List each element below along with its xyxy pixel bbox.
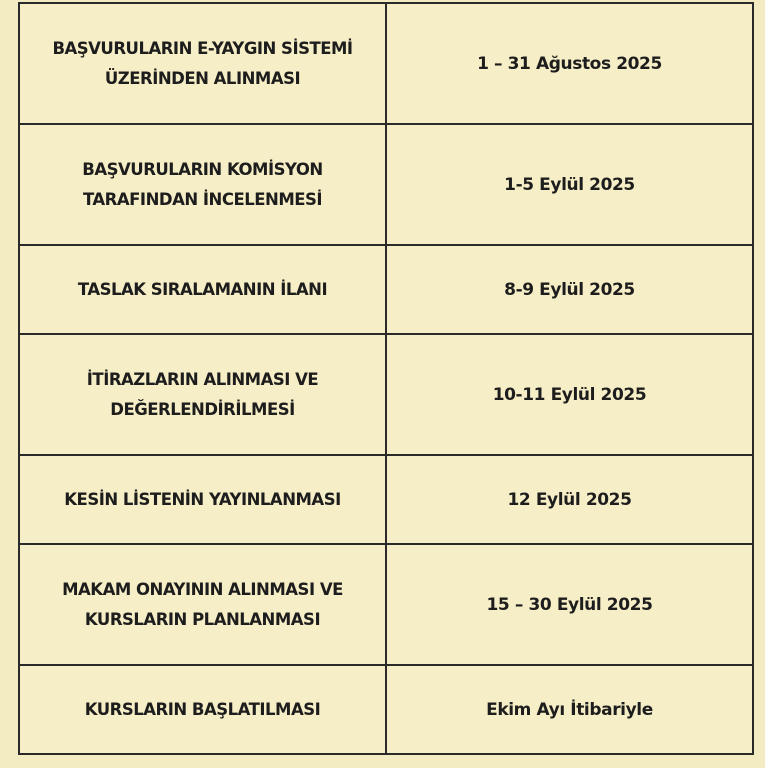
step-label: TASLAK SIRALAMANIN İLANI	[77, 279, 328, 299]
date-label: 1-5 Eylül 2025	[504, 174, 635, 195]
date-cell	[386, 665, 753, 754]
step-cell	[19, 665, 386, 754]
date-label: 12 Eylül 2025	[507, 489, 632, 510]
table-row	[19, 3, 753, 124]
step-cell	[19, 245, 386, 334]
date-label: 1 – 31 Ağustos 2025	[477, 53, 662, 74]
date-cell	[386, 544, 753, 665]
step-cell	[19, 3, 386, 124]
step-cell	[19, 124, 386, 245]
date-label: 10-11 Eylül 2025	[492, 384, 647, 405]
table-row	[19, 245, 753, 334]
step-label: KESİN LİSTENİN YAYINLANMASI	[64, 489, 341, 509]
date-label: Ekim Ayı İtibariyle	[486, 699, 653, 720]
step-label: BAŞVURULARIN KOMİSYON TARAFINDAN İNCELENMESİ	[82, 159, 323, 209]
step-cell	[19, 544, 386, 665]
date-cell	[386, 334, 753, 455]
schedule-table	[18, 2, 754, 755]
step-label: MAKAM ONAYININ ALINMASI VE KURSLARIN PLANLANMASI	[62, 579, 343, 629]
step-label: BAŞVURULARIN E-YAYGIN SİSTEMİ ÜZERİNDEN ALINMASI	[52, 38, 353, 88]
date-label: 15 – 30 Eylül 2025	[486, 594, 653, 615]
step-label: İTİRAZLARIN ALINMASI VE DEĞERLENDİRİLMESİ	[86, 369, 319, 419]
date-cell	[386, 455, 753, 544]
step-cell	[19, 455, 386, 544]
date-cell	[386, 3, 753, 124]
table-row	[19, 665, 753, 754]
table-row	[19, 544, 753, 665]
table-row	[19, 334, 753, 455]
date-cell	[386, 124, 753, 245]
table-row	[19, 124, 753, 245]
date-cell	[386, 245, 753, 334]
step-cell	[19, 334, 386, 455]
date-label: 8-9 Eylül 2025	[504, 279, 635, 300]
step-label: KURSLARIN BAŞLATILMASI	[84, 699, 321, 719]
table-row	[19, 455, 753, 544]
